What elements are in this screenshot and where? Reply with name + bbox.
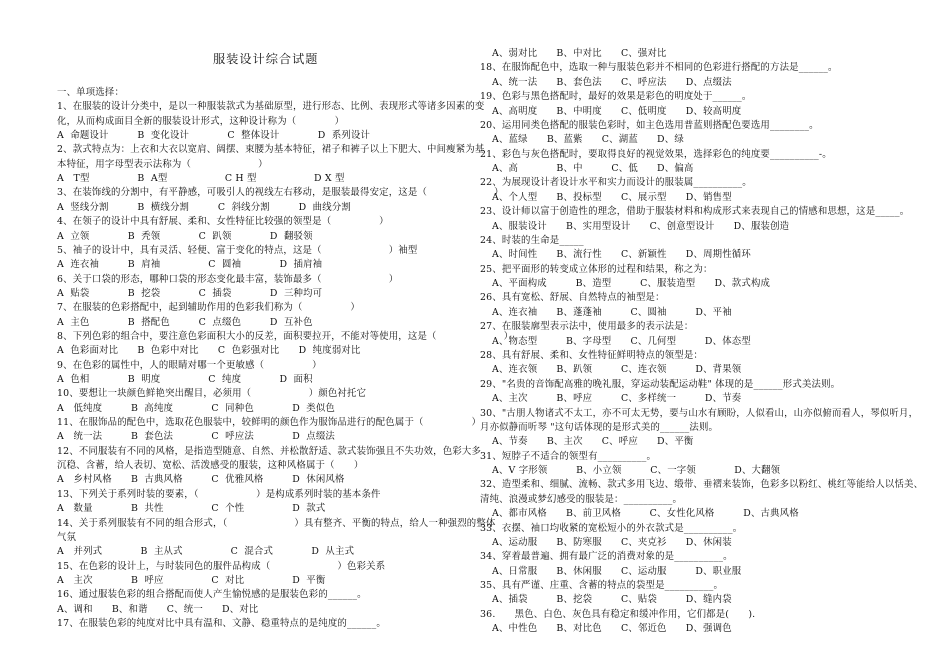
question-text-line: 本特征，用字母型表示法称为（ ） xyxy=(57,158,268,170)
answer-options-line: A 连衣袖 B 肩袖 C 圆袖 D 插肩袖 xyxy=(57,259,323,271)
question-text-line: 19、色彩与黑色搭配时，最好的效果是彩色的明度处于______。 xyxy=(480,91,752,103)
question-text-line: 9、在色彩的属性中，人的眼睛对哪一个更敏感（ ） xyxy=(57,359,322,371)
question-text-line: 33、衣摆、袖口均收紧的宽松短小的外衣款式是__________。 xyxy=(480,522,743,534)
answer-options-line: A 命题设计 B 变化设计 C 整体设计 D 系列设计 xyxy=(57,130,371,142)
question-text-line: 22、为展现设计者设计水平和实力而设计的服装属__________。 xyxy=(480,177,752,189)
answer-options-line: A、调和 B、和谐 C、统一 D、对比 xyxy=(57,603,259,615)
answer-options-line: A、物态型 B、字母型 C、几何型 D、体态型 xyxy=(492,335,751,347)
answer-options-line: A、统一法 B、套色法 C、呼应法 D、点缀法 xyxy=(492,76,732,88)
question-text-line: 气氛 xyxy=(57,531,77,543)
question-text-line: 29、"名贵的音饰配高雅的晚礼服，穿运动装配运动鞋" 体现的是______形式美法则。 xyxy=(480,378,841,390)
question-text-line: 26、具有宽松、舒展、自然特点的袖型是： xyxy=(480,292,665,304)
question-text-line: 25、把平面形的转变成立体形的过程和结果，称之为： xyxy=(480,263,713,275)
question-text-line: 34、穿着最普遍、拥有最广泛的消费对象的是__________。 xyxy=(480,551,733,563)
answer-options-line: A 并列式 B 主从式 C 混合式 D 从主式 xyxy=(57,546,355,558)
answer-options-line: A、高 B、中 C、低 D、偏高 xyxy=(492,163,694,175)
answer-options-line: A、V 字形领 B、小立领 C、一字领 D、大翻领 xyxy=(492,465,781,477)
answer-options-line: A、主次 B、呼应 C、多样统一 D、节奏 xyxy=(492,393,742,405)
question-text-line: 月亦似静而听琴 "这句话体现的是形式美的______法则。 xyxy=(480,421,719,433)
answer-options-line: A、都市风格 B、前卫风格 C、女性化风格 D、古典风格 xyxy=(492,508,799,520)
question-text-line: 27、在服装廓型表示法中，使用最多的表示法是： xyxy=(480,321,694,333)
answer-options-line: A、个人型 B、投标型 C、展示型 D、销售型 xyxy=(492,191,732,203)
question-text-line: 35、具有严谨、庄重、含蓄的特点的袋型是__________。 xyxy=(480,580,724,592)
answer-options-line: A、服装设计 B、实用型设计 C、创意型设计 D、服装创造 xyxy=(492,220,790,232)
answer-options-line: A 色相 B 明度 C 纯度 D 面积 xyxy=(57,374,313,385)
answer-options-line: A、时间性 B、流行性 C、新颖性 D、周期性循环 xyxy=(492,249,751,261)
question-text-line: 36. 黑色、白色、灰色具有稳定和缓冲作用，它们都是( ). xyxy=(480,608,756,620)
question-text-line: 16、通过服装色彩的组合搭配而使人产生愉悦感的是服装色彩的______。 xyxy=(57,589,367,601)
answer-options-line: A、日常服 B、休闲服 C、运动服 D、职业服 xyxy=(492,565,742,577)
answer-options-line: A、连衣袖 B、蓬蓬袖 C、圆袖 D、平袖 xyxy=(492,306,732,318)
answer-options-line: A、蓝绿 B、蓝紫 C、湖蓝 D、绿 xyxy=(492,134,684,146)
answer-options-line: A、高明度 B、中明度 C、低明度 D、较高明度 xyxy=(492,105,742,117)
question-text-line: 24、时装的生命是_____ xyxy=(480,234,584,246)
answer-options-line: A 贴袋 B 挖袋 C 插袋 D 三种均可 xyxy=(57,287,323,299)
question-text-line: 4、在领子的设计中具有舒展、柔和、女性特征比较强的领型是（ ） xyxy=(57,216,389,228)
answer-options-line: A 主次 B 呼应 C 对比 D 平衡 xyxy=(57,574,326,586)
question-text-line: 1、在服装的设计分类中，是以一种服装款式为基础原型，进行形态、比例、表现形式等诸多因素的变 xyxy=(57,101,485,113)
question-text-line: 3、在装饰线的分割中，有平静感，可吸引人的视线左右移动，是服装最得安定，这是（ ） xyxy=(57,187,504,199)
answer-options-line: A、平面构成 B、造型 C、服装造型 D、款式构成 xyxy=(492,278,771,290)
question-text-line: 18、在服饰配色中，选取一种与服装色彩并不相同的色彩进行搭配的方法是______。 xyxy=(480,62,838,74)
answer-options-line: A、运动服 B、防寒服 C、夹克衫 D、休闲装 xyxy=(492,536,732,548)
page-title: 服装设计综合试题 xyxy=(213,52,319,66)
question-text-line: 6、关于口袋的形态，哪种口袋的形态变化最丰富，装饰最多（ ） xyxy=(57,273,399,285)
question-text-line: 20、运用同类色搭配的服装色彩时，如主色选用普蓝则搭配色要选用________。 xyxy=(480,119,819,131)
answer-options-line: A 立领 B 秃领 C 趴领 D 翻驳领 xyxy=(57,230,313,242)
question-text-line: 11、在服饰品的配色中，选取花色服装中，较鲜明的颜色作为服饰品进行的配色属于（ ） xyxy=(57,417,482,429)
question-text-line: 17、在服装色彩的纯度对比中具有温和、文静、稳重特点的是纯度的______。 xyxy=(57,617,386,629)
question-text-line: 7、在服装的色彩搭配中，起到辅助作用的色彩我们称为（ ） xyxy=(57,302,360,314)
question-text-line: 30、"古朋人物诸式不太工，亦不可太无势，要与山水有顾盼，人似看山，山亦似俯而看人，琴似听月， xyxy=(480,407,919,419)
answer-options-line: A 统一法 B 套色法 C 呼应法 D 点缀法 xyxy=(57,431,335,443)
question-text-line: 14、关于系列服装有不同的组合形式，（ ）具有整齐、平衡的特点，给人一种强烈的整体 xyxy=(57,517,496,529)
answer-options-line: A、弱对比 B、中对比 C、强对比 xyxy=(492,48,667,59)
question-text-line: 10、要想让一块颜色鲜艳突出醒目，必须用（ ）颜色衬托它 xyxy=(57,388,367,400)
answer-options-line: A、中性色 B、对比色 C、邻近色 D、强调色 xyxy=(492,623,732,635)
question-text-line: 清纯、浪漫或梦幻感受的服装是：__________。 xyxy=(480,493,683,505)
answer-options-line: A 竖线分割 B 横线分割 C 斜线分割 D 曲线分割 xyxy=(57,201,351,213)
question-text-line: 12、不同服装有不同的风格，是指造型随意、自然、并松散舒适、款式装饰强且不失功效，色彩大多 xyxy=(57,445,482,457)
question-text-line: 沉稳、含蓄，给人表切、宽松、活泼感受的服装，这种风格属于（ ） xyxy=(57,460,364,472)
question-text-line: 一、单项选择： xyxy=(57,87,125,98)
answer-options-line: A 数量 B 共性 C 个性 D 款式 xyxy=(57,503,326,515)
question-text-line: 2、款式特点为：上衣和大衣以宽肩、阔摆、束腰为基本特征，裙子和裤子以上下肥大、中间瘦紧为基 xyxy=(57,144,485,156)
question-text-line: 15、在色彩的设计上，与时装同色的服件品构成（ ）色彩关系 xyxy=(57,560,386,572)
question-text-line: 32、造型柔和、细腻、流畅、款式多用飞边、缎带、垂褶来装饰，色彩多以粉红、桃红等能给人以恬美、 xyxy=(480,479,924,491)
answer-options-line: A 主色 B 搭配色 C 点缀色 D 互补色 xyxy=(57,316,313,328)
question-text-line: 23、设计师以富于创造性的理念，借助于服装材料和构成形式来表现自己的情感和思想，这是_____。 xyxy=(480,206,910,218)
question-text-line: 31、短脖子不适合的领型有__________。 xyxy=(480,450,657,462)
question-text-line: 28、具有舒展、柔和、女性特征鲜明特点的领型是： xyxy=(480,349,703,361)
answer-options-line: A 乡村风格 B 古典风格 C 优雅风格 D 休闲风格 xyxy=(57,474,345,486)
answer-options-line: A、插袋 B、挖袋 C、贴袋 D、缝内袋 xyxy=(492,594,732,606)
question-text-line: 21、彩色与灰色搭配时，要取得良好的视觉效果，选择彩色的纯度要__________-。 xyxy=(480,148,832,160)
question-text-line: 化，从而构成面目全新的服装设计形式，这种设计称为（ ） xyxy=(57,115,345,127)
answer-options-line: A、节奏 B、主次 C、呼应 D、平衡 xyxy=(492,436,694,448)
question-text-line: 13、下列关于系列时装的要素，（ ）是构成系列时装的基本条件 xyxy=(57,488,381,500)
answer-options-line: A 低纯度 B 高纯度 C 同种色 D 类似色 xyxy=(57,402,335,414)
answer-options-line: A 色彩面对比 B 色彩中对比 C 色彩强对比 D 纯度弱对比 xyxy=(57,345,361,357)
answer-options-line: A T型 B A型 C H 型 D X 型 xyxy=(57,173,345,185)
question-text-line: 8、下列色彩的组合中，要注意色彩面积大小的反差，面积要拉开，不能对等使用，这是（ ） xyxy=(57,330,514,342)
question-text-line: 5、袖子的设计中，具有灵活、轻便、富于变化的特点，这是（ ）袖型 xyxy=(57,244,418,256)
answer-options-line: A、连衣领 B、趴领 C、连衣领 D、背果领 xyxy=(492,364,742,376)
